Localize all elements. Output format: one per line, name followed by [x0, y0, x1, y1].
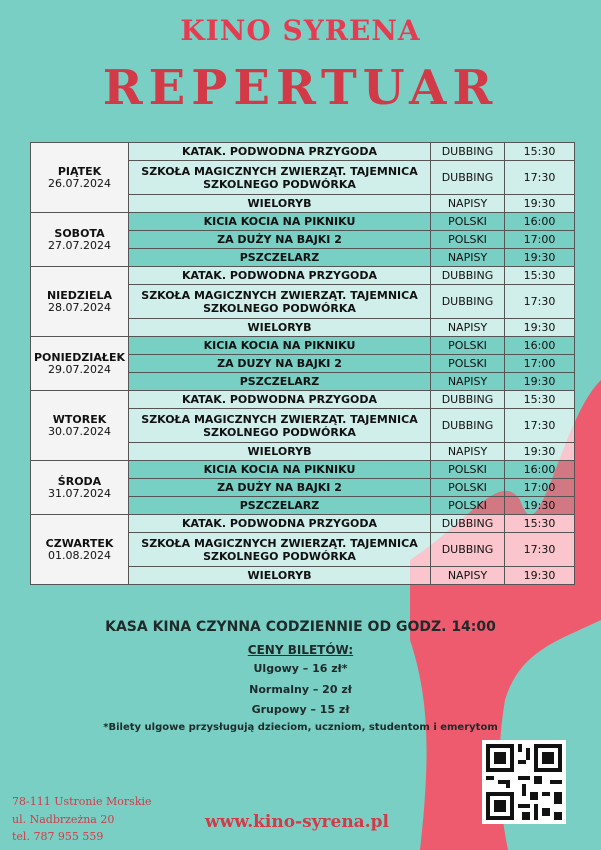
- film-title: KATAK. PODWODNA PRZYGODA: [129, 143, 431, 161]
- day-date: 30.07.2024: [48, 424, 111, 438]
- film-version: DUBBING: [431, 409, 505, 443]
- film-title: SZKOŁA MAGICZNYCH ZWIERZĄT. TAJEMNICA SZKOLNEGO PODWÓRKA: [129, 533, 431, 567]
- film-title: WIELORYB: [129, 567, 431, 585]
- day-cell: [31, 143, 129, 213]
- day-cell: [31, 515, 129, 585]
- film-title: PSZCZELARZ: [129, 373, 431, 391]
- cinema-logo: KINO SYRENA: [180, 14, 421, 47]
- show-time: 19:30: [505, 443, 575, 461]
- day-name: PONIEDZIAŁEK: [33, 350, 126, 364]
- day-name: ŚRODA: [57, 474, 102, 488]
- film-version: POLSKI: [431, 337, 505, 355]
- film-title: KATAK. PODWODNA PRZYGODA: [129, 391, 431, 409]
- film-title: WIELORYB: [129, 195, 431, 213]
- show-time: 15:30: [505, 391, 575, 409]
- film-version: POLSKI: [431, 231, 505, 249]
- table-row: [31, 515, 575, 533]
- film-title: ZA DUZY NA BAJKI 2: [129, 355, 431, 373]
- film-version: POLSKI: [431, 461, 505, 479]
- discount-note: *Bilety ulgowe przysługują dzieciom, uczniom, studentom i emerytom: [103, 722, 498, 733]
- film-title: SZKOŁA MAGICZNYCH ZWIERZĄT. TAJEMNICA SZKOLNEGO PODWÓRKA: [129, 409, 431, 443]
- film-version: POLSKI: [431, 497, 505, 515]
- film-version: POLSKI: [431, 213, 505, 231]
- film-title: SZKOŁA MAGICZNYCH ZWIERZĄT. TAJEMNICA SZKOLNEGO PODWÓRKA: [129, 161, 431, 195]
- show-time: 17:30: [505, 161, 575, 195]
- show-time: 15:30: [505, 143, 575, 161]
- show-time: 15:30: [505, 267, 575, 285]
- show-time: 19:30: [505, 497, 575, 515]
- day-name: SOBOTA: [54, 226, 105, 240]
- day-name: PIĄTEK: [57, 164, 102, 178]
- show-time: 17:00: [505, 231, 575, 249]
- film-title: KICIA KOCIA NA PIKNIKU: [129, 337, 431, 355]
- table-row: [31, 143, 575, 161]
- address-line: 78-111 Ustronie Morskie: [12, 795, 152, 808]
- film-title: SZKOŁA MAGICZNYCH ZWIERZĄT. TAJEMNICA SZKOLNEGO PODWÓRKA: [129, 285, 431, 319]
- film-title: KATAK. PODWODNA PRZYGODA: [129, 267, 431, 285]
- show-time: 19:30: [505, 249, 575, 267]
- show-time: 17:30: [505, 533, 575, 567]
- table-row: [31, 267, 575, 285]
- film-title: ZA DUŻY NA BAJKI 2: [129, 231, 431, 249]
- film-version: NAPISY: [431, 319, 505, 337]
- film-version: DUBBING: [431, 391, 505, 409]
- day-cell: [31, 267, 129, 337]
- day-name: WTOREK: [52, 412, 107, 426]
- day-date: 28.07.2024: [48, 300, 111, 314]
- schedule-table: [30, 142, 575, 585]
- show-time: 19:30: [505, 319, 575, 337]
- film-version: DUBBING: [431, 285, 505, 319]
- day-date: 26.07.2024: [48, 176, 111, 190]
- address-line: ul. Nadbrzeżna 20: [12, 813, 115, 826]
- film-version: DUBBING: [431, 267, 505, 285]
- show-time: 16:00: [505, 213, 575, 231]
- price-normal: Normalny – 20 zł: [249, 683, 352, 696]
- film-version: DUBBING: [431, 515, 505, 533]
- film-title: PSZCZELARZ: [129, 249, 431, 267]
- day-cell: [31, 391, 129, 461]
- show-time: 17:00: [505, 479, 575, 497]
- day-cell: [31, 461, 129, 515]
- day-cell: [31, 337, 129, 391]
- film-version: NAPISY: [431, 195, 505, 213]
- film-version: POLSKI: [431, 479, 505, 497]
- show-time: 17:30: [505, 285, 575, 319]
- page-title: REPERTUAR: [102, 60, 499, 116]
- film-title: PSZCZELARZ: [129, 497, 431, 515]
- show-time: 17:30: [505, 409, 575, 443]
- website-link[interactable]: www.kino-syrena.pl: [205, 812, 389, 832]
- day-name: CZWARTEK: [45, 536, 114, 550]
- price-reduced: Ulgowy – 16 zł*: [253, 662, 348, 675]
- film-title: KICIA KOCIA NA PIKNIKU: [129, 213, 431, 231]
- day-cell: [31, 213, 129, 267]
- film-title: WIELORYB: [129, 319, 431, 337]
- table-row: [31, 337, 575, 355]
- phone-line: tel. 787 955 559: [12, 830, 104, 843]
- film-version: DUBBING: [431, 143, 505, 161]
- film-title: WIELORYB: [129, 443, 431, 461]
- qr-code-icon[interactable]: [482, 740, 566, 824]
- show-time: 19:30: [505, 567, 575, 585]
- film-title: KICIA KOCIA NA PIKNIKU: [129, 461, 431, 479]
- film-version: NAPISY: [431, 443, 505, 461]
- show-time: 19:30: [505, 373, 575, 391]
- day-date: 27.07.2024: [48, 238, 111, 252]
- show-time: 15:30: [505, 515, 575, 533]
- price-group: Grupowy – 15 zł: [251, 703, 350, 716]
- film-title: KATAK. PODWODNA PRZYGODA: [129, 515, 431, 533]
- film-version: DUBBING: [431, 533, 505, 567]
- film-version: DUBBING: [431, 161, 505, 195]
- show-time: 16:00: [505, 461, 575, 479]
- film-title: ZA DUŻY NA BAJKI 2: [129, 479, 431, 497]
- show-time: 16:00: [505, 337, 575, 355]
- film-version: NAPISY: [431, 373, 505, 391]
- day-name: NIEDZIELA: [46, 288, 113, 302]
- film-version: POLSKI: [431, 355, 505, 373]
- show-time: 17:00: [505, 355, 575, 373]
- day-date: 29.07.2024: [48, 362, 111, 376]
- prices-heading: CENY BILETÓW:: [247, 643, 354, 657]
- table-row: [31, 391, 575, 409]
- table-row: [31, 213, 575, 231]
- film-version: NAPISY: [431, 567, 505, 585]
- box-office-hours: KASA KINA CZYNNA CODZIENNIE OD GODZ. 14:00: [105, 619, 496, 635]
- day-date: 31.07.2024: [48, 486, 111, 500]
- show-time: 19:30: [505, 195, 575, 213]
- film-version: NAPISY: [431, 249, 505, 267]
- table-row: [31, 461, 575, 479]
- day-date: 01.08.2024: [48, 548, 111, 562]
